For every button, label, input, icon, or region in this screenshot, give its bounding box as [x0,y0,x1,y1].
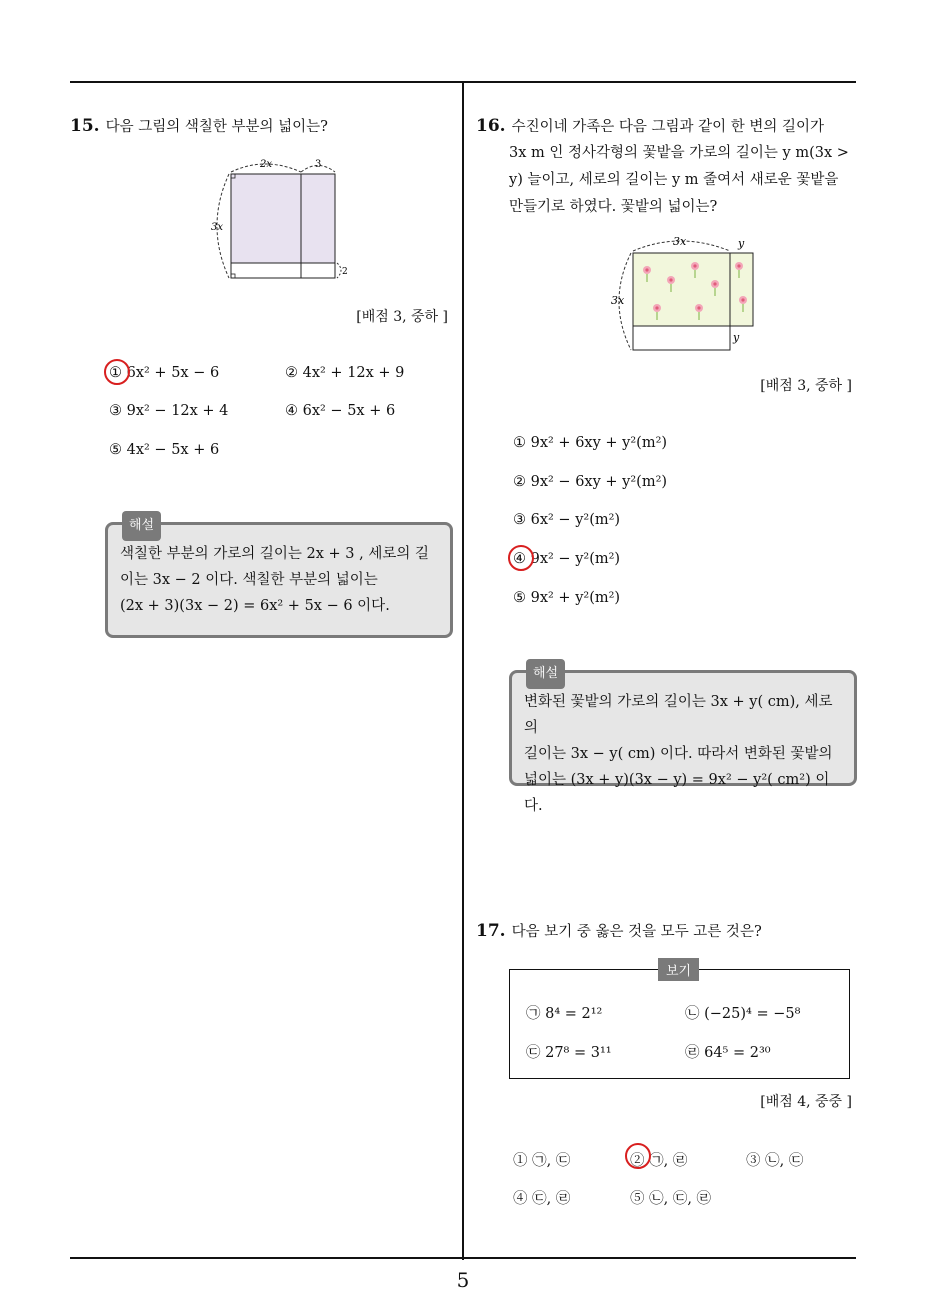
q15-solution-tag: 해설 [122,511,161,541]
q16-option-1[interactable]: ① 9x² + 6xy + y²(m²) [513,435,668,451]
q15-solution-line-1: 색칠한 부분의 가로의 길이는 2x + 3 , 세로의 길 [120,546,429,562]
q17-bogi-item-4: ㉣ 64⁵ = 2³⁰ [685,1045,771,1061]
q16-option-5[interactable]: ⑤ 9x² + y²(m²) [513,590,621,606]
q16-score: [배점 3, 중하 ] [760,378,852,394]
q15-number: 15. [70,116,100,136]
q16-solution-tag: 해설 [526,659,565,689]
q16-fig-label-y-top: y [738,237,745,250]
q16-fig-label-3x-top: 3x [673,235,687,248]
q16-figure [605,228,765,358]
q17-answer-mark [625,1143,651,1169]
q16-option-3[interactable]: ③ 6x² − y²(m²) [513,512,621,528]
q15-solution-line-2: 이는 3x − 2 이다. 색칠한 부분의 넓이는 [120,572,378,588]
q15-fig-label-2x: 2x [260,159,273,170]
q15-option-5[interactable]: ⑤ 4x² − 5x + 6 [109,442,220,458]
q15-option-2[interactable]: ② 4x² + 12x + 9 [285,365,405,381]
q16-fig-label-3x-left: 3x [611,294,625,307]
q16-solution-box [509,666,857,814]
q17-option-5[interactable]: ⑤ ㉡, ㉢, ㉣ [630,1191,712,1207]
q15-fig-label-2: 2 [342,267,348,277]
q17-bogi-tag: 보기 [658,958,699,981]
q15-solution-box [105,518,453,638]
page-number: 5 [456,1268,470,1292]
q17-option-1[interactable]: ① ㉠, ㉢ [513,1153,571,1169]
q16-question-rest [509,140,849,221]
q16-option-2[interactable]: ② 9x² − 6xy + y²(m²) [513,474,668,490]
q16-solution-line-2: 길이는 3x − y( cm) 이다. 따라서 변화된 꽃밭의 [524,746,833,762]
q15-solution-line-3: (2x + 3)(3x − 2) = 6x² + 5x − 6 이다. [120,598,390,614]
bottom-rule [70,1257,856,1259]
q16-option-4[interactable]: ④ 9x² − y²(m²) [513,551,621,567]
q15-fig-label-3x: 3x [211,222,224,233]
q15-score: [배점 3, 중하 ] [356,309,448,325]
q15-fig-label-3: 3 [315,159,322,170]
q16-question-line-1: 수진이네 가족은 다음 그림과 같이 한 변의 길이가 [511,119,824,135]
q16-answer-mark [508,545,534,571]
q17-option-3[interactable]: ③ ㉡, ㉢ [746,1153,804,1169]
q16-fig-label-y-bottom: y [733,331,740,344]
q17-header [476,918,762,946]
q17-bogi-item-1: ㉠ 8⁴ = 2¹² [526,1006,603,1022]
q17-bogi-box [509,964,850,1079]
q16-solution-line-1: 변화된 꽃밭의 가로의 길이는 3x + y( cm), 세로의 [524,694,833,736]
q16-question-line-2: 3x m 인 정사각형의 꽃밭을 가로의 길이는 y m(3x > [509,145,849,161]
q15-header [70,113,328,141]
q15-answer-mark [104,359,130,385]
q17-option-2[interactable]: ② ㉠, ㉣ [630,1153,688,1169]
q17-option-4[interactable]: ④ ㉢, ㉣ [513,1191,571,1207]
q15-option-3[interactable]: ③ 9x² − 12x + 4 [109,403,229,419]
q15-figure [205,150,360,285]
q17-question: 다음 보기 중 옳은 것을 모두 고른 것은? [511,924,762,940]
q16-question-line-4: 만들기로 하였다. 꽃밭의 넓이는? [509,199,718,215]
q17-bogi-item-2: ㉡ (−25)⁴ = −5⁸ [685,1006,801,1022]
q16-header [476,113,824,141]
q17-number: 17. [476,921,506,941]
q16-number: 16. [476,116,506,136]
column-divider [462,82,464,1260]
q16-question-line-3: y) 늘이고, 세로의 길이는 y m 줄여서 새로운 꽃밭을 [509,172,839,188]
q15-question: 다음 그림의 색칠한 부분의 넓이는? [105,119,328,135]
q16-solution-line-3: 넓이는 (3x + y)(3x − y) = 9x² − y²( cm²) 이다. [524,772,830,814]
q17-bogi-item-3: ㉢ 27⁸ = 3¹¹ [526,1045,612,1061]
q15-option-1[interactable]: ① 6x² + 5x − 6 [109,365,220,381]
q17-score: [배점 4, 중중 ] [760,1094,852,1110]
q15-option-4[interactable]: ④ 6x² − 5x + 6 [285,403,396,419]
